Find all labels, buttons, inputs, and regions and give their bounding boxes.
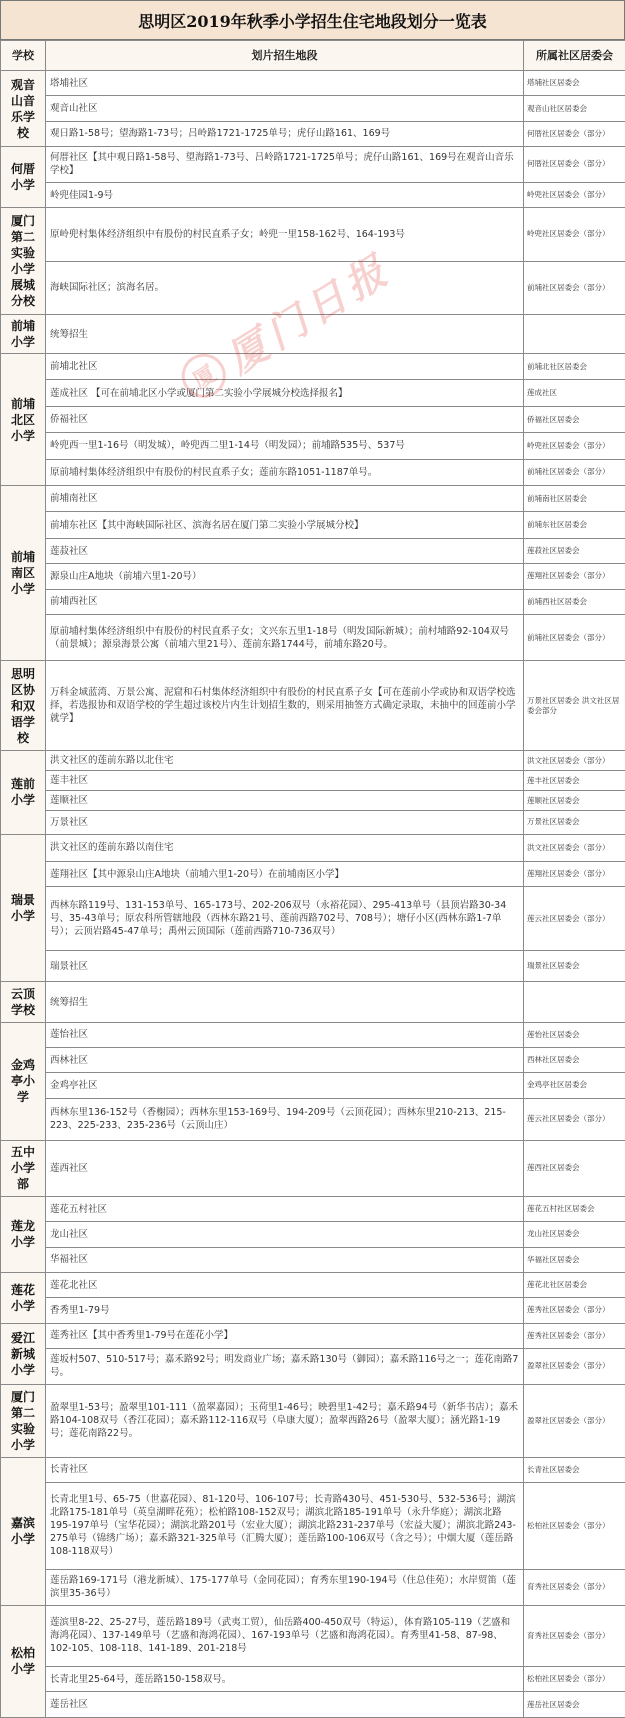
committee-cell xyxy=(524,314,625,353)
area-cell: 莲岳路169-171号（港龙新城）、175-177单号（金同花园）；育秀东里190-194号（住总佳苑）；水岸贸笛（莲滨里35-36号） xyxy=(46,1569,524,1605)
table-row xyxy=(1,1247,625,1272)
committee-cell: 万景社区居委会 xyxy=(524,811,625,834)
committee-cell: 莲云社区居委会（部分） xyxy=(524,887,625,950)
table-row xyxy=(1,1569,625,1605)
area-cell: 莲怡社区 xyxy=(46,1022,524,1047)
area-cell: 金鸡亭社区 xyxy=(46,1073,524,1098)
area-cell: 西林东路119号、131-153单号、165-173号、202-206双号（永裕花园）、295-413单号（县顶岩路30-34号、35-43单号；原农科所管辖地段（西林东路21号、莲前西路702号、708号）；塘仔小区(西林东路1-7单号）；云顶岩路45-47单号；禹州云顶国际（莲前西路710-736双号） xyxy=(46,887,524,950)
area-cell: 观音山社区 xyxy=(46,96,524,121)
area-cell: 原前埔村集体经济组织中有股份的村民直系子女；文兴东五里1-18号（明发国际新城）；前村埔路92-104双号（前景城）；源泉海景公寓（前埔六里21号）、莲前东路1744号，前埔东路20号。 xyxy=(46,614,524,660)
table-row xyxy=(1,208,625,261)
table-row xyxy=(1,1222,625,1247)
school-name: 前埔北区小学 xyxy=(1,354,46,486)
header-area: 划片招生地段 xyxy=(46,41,524,71)
area-cell: 何厝社区【其中观日路1-58号、望海路1-73号、吕岭路1721-1725单号；虎仔山路161、169号在观音山音乐学校】 xyxy=(46,147,524,183)
area-cell: 原前埔村集体经济组织中有股份的村民直系子女；莲前东路1051-1187单号。 xyxy=(46,459,524,485)
school-name: 松柏小学 xyxy=(1,1605,46,1717)
table-row xyxy=(1,950,625,982)
committee-cell xyxy=(524,982,625,1022)
table-row xyxy=(1,182,625,207)
committee-cell: 莲秀社区居委会（部分） xyxy=(524,1323,625,1348)
committee-cell: 前埔北社区居委会 xyxy=(524,354,625,380)
table-row xyxy=(1,71,625,96)
header-school: 学校 xyxy=(1,41,46,71)
table-row xyxy=(1,1483,625,1570)
committee-cell: 龙山社区居委会 xyxy=(524,1222,625,1247)
committee-cell: 岭兜社区居委会（部分） xyxy=(524,208,625,261)
committee-cell: 莲岳社区居委会 xyxy=(524,1692,625,1718)
table-row xyxy=(1,862,625,887)
school-name: 思明区协和双语学校 xyxy=(1,661,46,751)
area-cell: 瑞景社区 xyxy=(46,950,524,982)
header-committee: 所属社区居委会 xyxy=(524,41,625,71)
area-cell: 莲顺社区 xyxy=(46,791,524,811)
committee-cell: 莲西社区居委会 xyxy=(524,1140,625,1196)
table-row xyxy=(1,538,625,563)
table-row xyxy=(1,564,625,589)
area-cell: 前埔东社区【其中海峡国际社区、滨海名居在厦门第二实验小学展城分校】 xyxy=(46,512,524,538)
school-name: 金鸡亭小学 xyxy=(1,1022,46,1140)
table-row xyxy=(1,512,625,538)
committee-cell: 莲云社区居委会（部分） xyxy=(524,1098,625,1140)
area-cell: 统筹招生 xyxy=(46,982,524,1022)
committee-cell: 莲丰社区居委会 xyxy=(524,771,625,791)
area-cell: 西林社区 xyxy=(46,1047,524,1072)
table-row xyxy=(1,1692,625,1718)
area-cell: 原岭兜村集体经济组织中有股份的村民直系子女；岭兜一里158-162号、164-193号 xyxy=(46,208,524,261)
table-row xyxy=(1,1323,625,1348)
committee-cell: 松柏社区居委会（部分） xyxy=(524,1483,625,1570)
table-row xyxy=(1,147,625,183)
area-cell: 侨福社区 xyxy=(46,406,524,432)
school-name: 嘉滨小学 xyxy=(1,1457,46,1605)
area-cell: 莲成社区 【可在前埔北区小学或厦门第二实验小学展城分校选择报名】 xyxy=(46,380,524,406)
area-cell: 观日路1-58号；望海路1-73号；吕岭路1721-1725单号；虎仔山路161、169号 xyxy=(46,121,524,146)
table-row xyxy=(1,459,625,485)
table-row xyxy=(1,834,625,861)
area-cell: 龙山社区 xyxy=(46,1222,524,1247)
table-row xyxy=(1,1272,625,1297)
area-cell: 洪文社区的莲前东路以南住宅 xyxy=(46,834,524,861)
area-cell: 前埔北社区 xyxy=(46,354,524,380)
school-name: 爱江新城小学 xyxy=(1,1323,46,1384)
school-name: 何厝小学 xyxy=(1,147,46,208)
area-cell: 统筹招生 xyxy=(46,314,524,353)
table-row xyxy=(1,791,625,811)
area-cell: 莲丰社区 xyxy=(46,771,524,791)
committee-cell: 塔埔社区居委会 xyxy=(524,71,625,96)
area-cell: 莲花北社区 xyxy=(46,1272,524,1297)
area-cell: 洪文社区的莲前东路以北住宅 xyxy=(46,751,524,771)
table-row xyxy=(1,589,625,614)
committee-cell: 何厝社区居委会（部分） xyxy=(524,121,625,146)
committee-cell: 莲成社区 xyxy=(524,380,625,406)
area-cell: 前埔西社区 xyxy=(46,589,524,614)
area-cell: 莲滨里8-22、25-27号，莲岳路189号（武夷工贸），仙岳路400-450双号（特运），体育路105-119（艺盛和海鸿花园）、137-149单号（艺盛和海鸿花园）、167-193单号（艺盛和海鸿花园）。育秀里41-58、87-98、102-105、108-118、141-189、201-218号 xyxy=(46,1605,524,1666)
table-row xyxy=(1,614,625,660)
committee-cell: 长青社区居委会 xyxy=(524,1457,625,1482)
area-cell: 莲花五村社区 xyxy=(46,1196,524,1221)
area-cell: 西林东里136-152号（香榭园）；西林东里153-169号、194-209号（云顶花园）；西林东里210-213、215-223、225-233、235-236号（云顶山庄） xyxy=(46,1098,524,1140)
table-row xyxy=(1,1047,625,1072)
area-cell: 华福社区 xyxy=(46,1247,524,1272)
table-row xyxy=(1,1098,625,1140)
committee-cell: 莲翔社区居委会（部分） xyxy=(524,564,625,589)
committee-cell: 金鸡亭社区居委会 xyxy=(524,1073,625,1098)
table-row xyxy=(1,354,625,380)
table-row xyxy=(1,380,625,406)
committee-cell: 洪文社区居委会（部分） xyxy=(524,834,625,861)
table-row xyxy=(1,406,625,432)
committee-cell: 侨福社区居委会 xyxy=(524,406,625,432)
school-name: 观音山音乐学校 xyxy=(1,71,46,147)
committee-cell: 莲翔社区居委会（部分） xyxy=(524,862,625,887)
area-cell: 塔埔社区 xyxy=(46,71,524,96)
area-cell: 万科金域蓝湾、万景公寓、泥窟和石村集体经济组织中有股份的村民直系子女【可在莲前小学或协和双语学校选择，若选报协和双语学校的学生超过该校片内生计划招生数的，则采用抽签方式确定录取，未抽中的回莲前小学就学】 xyxy=(46,661,524,751)
table-row xyxy=(1,661,625,751)
committee-cell: 莲怡社区居委会 xyxy=(524,1022,625,1047)
area-cell: 莲岳社区 xyxy=(46,1692,524,1718)
area-cell: 万景社区 xyxy=(46,811,524,834)
committee-cell: 岭兜社区居委会（部分） xyxy=(524,182,625,207)
committee-cell: 盈翠社区居委会（部分） xyxy=(524,1348,625,1384)
table-row xyxy=(1,811,625,834)
school-name: 莲龙小学 xyxy=(1,1196,46,1272)
area-cell: 莲菽社区 xyxy=(46,538,524,563)
table-header-row xyxy=(1,41,625,71)
table-row xyxy=(1,1298,625,1323)
area-cell: 莲翔社区【其中源泉山庄A地块（前埔六里1-20号）在前埔南区小学】 xyxy=(46,862,524,887)
area-cell: 长青北里1号、65-75（世嘉花园）、81-120号、106-107号；长青路430号、451-530号、532-536号；湖滨北路175-181单号（英皇湖畔花苑）；松柏路108-152双号；湖滨北路185-191单号（永升华庭）；湖滨北路195-197单号（宝华花园）；湖滨北路201号（宏业大厦）；湖滨北路231-237单号（宏益大厦）；湖滨北路243-275单号（锦绣广场）；嘉禾路321-325单号（汇腾大厦）；莲岳路100-106双号（含之号）；中烟大厦（莲岳路108-118双号） xyxy=(46,1483,524,1570)
committee-cell: 万景社区居委会 洪文社区居委会部分 xyxy=(524,661,625,751)
table-row xyxy=(1,1196,625,1221)
area-cell: 长青北里25-64号，莲岳路150-158双号。 xyxy=(46,1666,524,1691)
table-row xyxy=(1,1384,625,1457)
committee-cell: 西林社区居委会 xyxy=(524,1047,625,1072)
committee-cell: 前埔社区居委会（部分） xyxy=(524,614,625,660)
area-cell: 岭兜西一里1-16号（明发城），岭兜西二里1-14号（明发园）；前埔路535号、537号 xyxy=(46,433,524,459)
area-cell: 莲秀社区【其中香秀里1-79号在莲花小学】 xyxy=(46,1323,524,1348)
table-row xyxy=(1,96,625,121)
committee-cell: 观音山社区居委会 xyxy=(524,96,625,121)
table-row xyxy=(1,314,625,353)
table-row xyxy=(1,486,625,512)
school-name: 前埔小学 xyxy=(1,314,46,353)
school-name: 厦门第二实验小学展城分校 xyxy=(1,208,46,315)
table-row xyxy=(1,751,625,771)
committee-cell: 莲花五村社区居委会 xyxy=(524,1196,625,1221)
committee-cell: 莲秀社区居委会（部分） xyxy=(524,1298,625,1323)
committee-cell: 前埔南社区居委会 xyxy=(524,486,625,512)
committee-cell: 岭兜社区居委会（部分） xyxy=(524,433,625,459)
committee-cell: 何厝社区居委会（部分） xyxy=(524,147,625,183)
table-row xyxy=(1,887,625,950)
school-name: 厦门第二实验小学 xyxy=(1,1384,46,1457)
table-row xyxy=(1,982,625,1022)
newspaper-logo-icon: 厦 xyxy=(173,345,234,406)
area-cell: 前埔南社区 xyxy=(46,486,524,512)
committee-cell: 松柏社区居委会（部分） xyxy=(524,1666,625,1691)
school-name: 莲花小学 xyxy=(1,1272,46,1323)
area-cell: 海峡国际社区；滨海名居。 xyxy=(46,261,524,314)
committee-cell: 洪文社区居委会（部分） xyxy=(524,751,625,771)
area-cell: 源泉山庄A地块（前埔六里1-20号） xyxy=(46,564,524,589)
table-row xyxy=(1,1457,625,1482)
committee-cell: 莲菽社区居委会 xyxy=(524,538,625,563)
table-row xyxy=(1,1666,625,1691)
committee-cell: 瑞景社区居委会 xyxy=(524,950,625,982)
table-row xyxy=(1,1140,625,1196)
committee-cell: 华福社区居委会 xyxy=(524,1247,625,1272)
school-name: 五中小学部 xyxy=(1,1140,46,1196)
table-row xyxy=(1,261,625,314)
committee-cell: 前埔西社区居委会 xyxy=(524,589,625,614)
watermark-text: 厦门日报 xyxy=(218,244,400,383)
table-row xyxy=(1,1605,625,1666)
area-cell: 盈翠里1-53号；盈翠里101-111（盈翠嘉园）；玉荷里1-46号；映碧里1-42号；嘉禾路94号（新华书店）；嘉禾路104-108双号（香江花园）；嘉禾路112-116双号（阜康大厦）；盈翠西路26号（盈翠大厦）；涵光路1-19号；莲花南路22号。 xyxy=(46,1384,524,1457)
committee-cell: 前埔社区居委会（部分） xyxy=(524,459,625,485)
committee-cell: 盈翠社区居委会（部分） xyxy=(524,1384,625,1457)
table-row xyxy=(1,771,625,791)
committee-cell: 莲顺社区居委会 xyxy=(524,791,625,811)
school-name: 莲前小学 xyxy=(1,751,46,834)
committee-cell: 前埔东社区居委会 xyxy=(524,512,625,538)
school-name: 前埔南区小学 xyxy=(1,486,46,661)
table-row xyxy=(1,1348,625,1384)
school-name: 瑞景小学 xyxy=(1,834,46,982)
area-cell: 莲西社区 xyxy=(46,1140,524,1196)
table-row xyxy=(1,121,625,146)
committee-cell: 育秀社区居委会（部分） xyxy=(524,1569,625,1605)
area-cell: 香秀里1-79号 xyxy=(46,1298,524,1323)
table-row xyxy=(1,1022,625,1047)
committee-cell: 莲花北社区居委会 xyxy=(524,1272,625,1297)
committee-cell: 育秀社区居委会（部分） xyxy=(524,1605,625,1666)
document-title: 思明区2019年秋季小学招生住宅地段划分一览表 xyxy=(0,0,625,40)
area-cell: 长青社区 xyxy=(46,1457,524,1482)
area-cell: 莲坂村507、510-517号；嘉禾路92号；明发商业广场；嘉禾路130号（御园）；嘉禾路116号之一；莲花南路7号。 xyxy=(46,1348,524,1384)
table-row xyxy=(1,1073,625,1098)
area-cell: 岭兜佳园1-9号 xyxy=(46,182,524,207)
district-table xyxy=(0,40,625,1718)
school-name: 云顶学校 xyxy=(1,982,46,1022)
committee-cell: 前埔社区居委会（部分） xyxy=(524,261,625,314)
table-row xyxy=(1,433,625,459)
